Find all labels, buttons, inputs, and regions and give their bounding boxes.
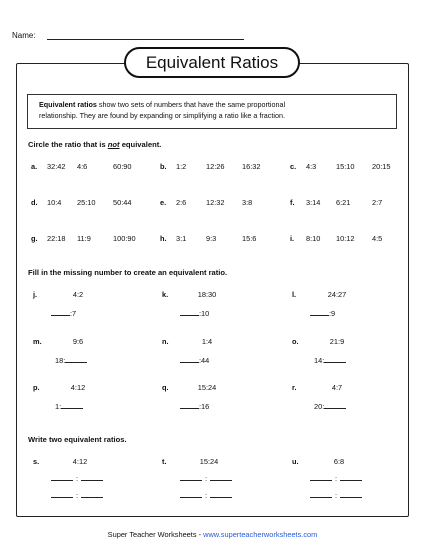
answer-known: 20: — [314, 402, 325, 411]
ratio-choice[interactable]: 60:90 — [113, 162, 132, 171]
answer-known: :16 — [199, 402, 210, 411]
equivalent-answer-line — [51, 490, 103, 500]
ratio-choice[interactable]: 1:2 — [176, 162, 187, 171]
problem-letter: d. — [31, 198, 38, 207]
section1-instructions: Circle the ratio that is not equivalent. — [28, 140, 162, 149]
given-ratio: 4:2 — [72, 290, 84, 299]
equivalent-answer-line — [51, 473, 103, 483]
ratio-choice[interactable]: 10:4 — [47, 198, 62, 207]
given-ratio: 4:12 — [72, 457, 88, 466]
answer-blank[interactable] — [180, 308, 199, 316]
problem-letter: g. — [31, 234, 38, 243]
ratio-choice[interactable]: 11:9 — [77, 234, 91, 243]
answer-line — [314, 355, 346, 365]
ratio-choice[interactable]: 10:12 — [336, 234, 355, 243]
answer-blank[interactable] — [81, 473, 103, 481]
answer-known: 1: — [55, 402, 62, 411]
definition-line2: relationship. They are found by expanding or simplifying a ratio like a fraction. — [39, 111, 285, 120]
given-ratio: 1:4 — [201, 337, 213, 346]
answer-line — [55, 401, 83, 411]
answer-known: :10 — [199, 309, 210, 318]
answer-line — [314, 401, 346, 411]
problem-letter: f. — [290, 198, 295, 207]
given-ratio: 24:27 — [327, 290, 347, 299]
answer-blank[interactable] — [180, 401, 199, 409]
problem-letter: a. — [31, 162, 38, 171]
answer-known: 14: — [314, 356, 325, 365]
equivalent-answer-line — [310, 490, 362, 500]
definition-box — [27, 94, 397, 129]
ratio-choice[interactable]: 25:10 — [77, 198, 96, 207]
problem-letter: s. — [33, 457, 40, 466]
answer-blank[interactable] — [324, 355, 346, 363]
answer-blank[interactable] — [51, 490, 73, 498]
given-ratio: 4:12 — [70, 383, 86, 392]
ratio-choice[interactable]: 3:8 — [242, 198, 253, 207]
ratio-choice[interactable]: 3:1 — [176, 234, 187, 243]
ratio-choice[interactable]: 9:3 — [206, 234, 217, 243]
ratio-choice[interactable]: 3:14 — [306, 198, 321, 207]
answer-blank[interactable] — [340, 473, 362, 481]
answer-blank[interactable] — [65, 355, 87, 363]
ratio-choice[interactable]: 22:18 — [47, 234, 66, 243]
problem-letter: n. — [162, 337, 169, 346]
problem-letter: t. — [162, 457, 167, 466]
problem-letter: k. — [162, 290, 169, 299]
answer-blank[interactable] — [310, 308, 329, 316]
answer-line — [180, 308, 209, 318]
problem-letter: q. — [162, 383, 169, 392]
equivalent-answer-line — [180, 490, 232, 500]
answer-blank[interactable] — [210, 490, 232, 498]
answer-blank[interactable] — [210, 473, 232, 481]
equivalent-answer-line — [180, 473, 232, 483]
ratio-choice[interactable]: 12:26 — [206, 162, 225, 171]
ratio-choice[interactable]: 15:6 — [242, 234, 257, 243]
problem-letter: m. — [33, 337, 42, 346]
problem-letter: b. — [160, 162, 167, 171]
ratio-choice[interactable]: 15:10 — [336, 162, 355, 171]
answer-blank[interactable] — [61, 401, 83, 409]
footer-brand: Super Teacher Worksheets - — [107, 530, 204, 539]
answer-blank[interactable] — [81, 490, 103, 498]
answer-line — [51, 308, 76, 318]
answer-blank[interactable] — [324, 401, 346, 409]
answer-blank[interactable] — [180, 490, 202, 498]
ratio-separator: : — [335, 474, 338, 483]
ratio-choice[interactable]: 2:7 — [372, 198, 383, 207]
problem-letter: u. — [292, 457, 299, 466]
problem-letter: r. — [292, 383, 297, 392]
ratio-choice[interactable]: 20:15 — [372, 162, 391, 171]
answer-line — [55, 355, 87, 365]
problem-letter: p. — [33, 383, 40, 392]
ratio-choice[interactable]: 8:10 — [306, 234, 321, 243]
definition-line1: show two sets of numbers that have the same proportional — [96, 100, 286, 109]
problem-letter: l. — [292, 290, 297, 299]
answer-known: :7 — [70, 309, 77, 318]
problem-letter: e. — [160, 198, 167, 207]
ratio-choice[interactable]: 4:6 — [77, 162, 88, 171]
given-ratio: 6:8 — [333, 457, 345, 466]
ratio-separator: : — [76, 491, 79, 500]
problem-letter: j. — [33, 290, 38, 299]
problem-letter: i. — [290, 234, 295, 243]
ratio-choice[interactable]: 16:32 — [242, 162, 261, 171]
footer — [0, 530, 425, 539]
problem-letter: o. — [292, 337, 299, 346]
ratio-choice[interactable]: 2:6 — [176, 198, 187, 207]
ratio-choice[interactable]: 6:21 — [336, 198, 351, 207]
given-ratio: 15:24 — [199, 457, 219, 466]
equivalent-answer-line — [310, 473, 362, 483]
ratio-choice[interactable]: 50:44 — [113, 198, 132, 207]
page-title: Equivalent Ratios — [124, 47, 300, 78]
ratio-choice[interactable]: 4:3 — [306, 162, 317, 171]
answer-known: :44 — [199, 356, 210, 365]
given-ratio: 4:7 — [331, 383, 343, 392]
answer-blank[interactable] — [51, 308, 70, 316]
definition-term: Equivalent ratios — [39, 100, 97, 109]
ratio-separator: : — [205, 491, 208, 500]
given-ratio: 18:30 — [197, 290, 217, 299]
problem-letter: c. — [290, 162, 297, 171]
ratio-separator: : — [76, 474, 79, 483]
problem-letter: h. — [160, 234, 167, 243]
section2-instructions: Fill in the missing number to create an equivalent ratio. — [28, 268, 228, 277]
ratio-choice[interactable]: 100:90 — [113, 234, 136, 243]
answer-blank[interactable] — [310, 490, 332, 498]
answer-line — [310, 308, 335, 318]
not-emphasis: not — [107, 140, 120, 149]
answer-blank[interactable] — [51, 473, 73, 481]
ratio-choice[interactable]: 4:5 — [372, 234, 383, 243]
footer-url[interactable]: www.superteacherworksheets.com — [203, 530, 318, 539]
section3-instructions: Write two equivalent ratios. — [28, 435, 127, 444]
given-ratio: 21:9 — [329, 337, 345, 346]
given-ratio: 9:6 — [72, 337, 84, 346]
answer-blank[interactable] — [310, 473, 332, 481]
answer-line — [180, 355, 209, 365]
answer-blank[interactable] — [180, 355, 199, 363]
given-ratio: 15:24 — [197, 383, 217, 392]
ratio-separator: : — [335, 491, 338, 500]
answer-known: 18: — [55, 356, 66, 365]
answer-known: :9 — [329, 309, 336, 318]
answer-blank[interactable] — [180, 473, 202, 481]
answer-line — [180, 401, 209, 411]
name-label: Name: — [12, 31, 36, 40]
ratio-choice[interactable]: 12:32 — [206, 198, 225, 207]
ratio-separator: : — [205, 474, 208, 483]
ratio-choice[interactable]: 32:42 — [47, 162, 66, 171]
name-line[interactable] — [47, 39, 244, 40]
answer-blank[interactable] — [340, 490, 362, 498]
